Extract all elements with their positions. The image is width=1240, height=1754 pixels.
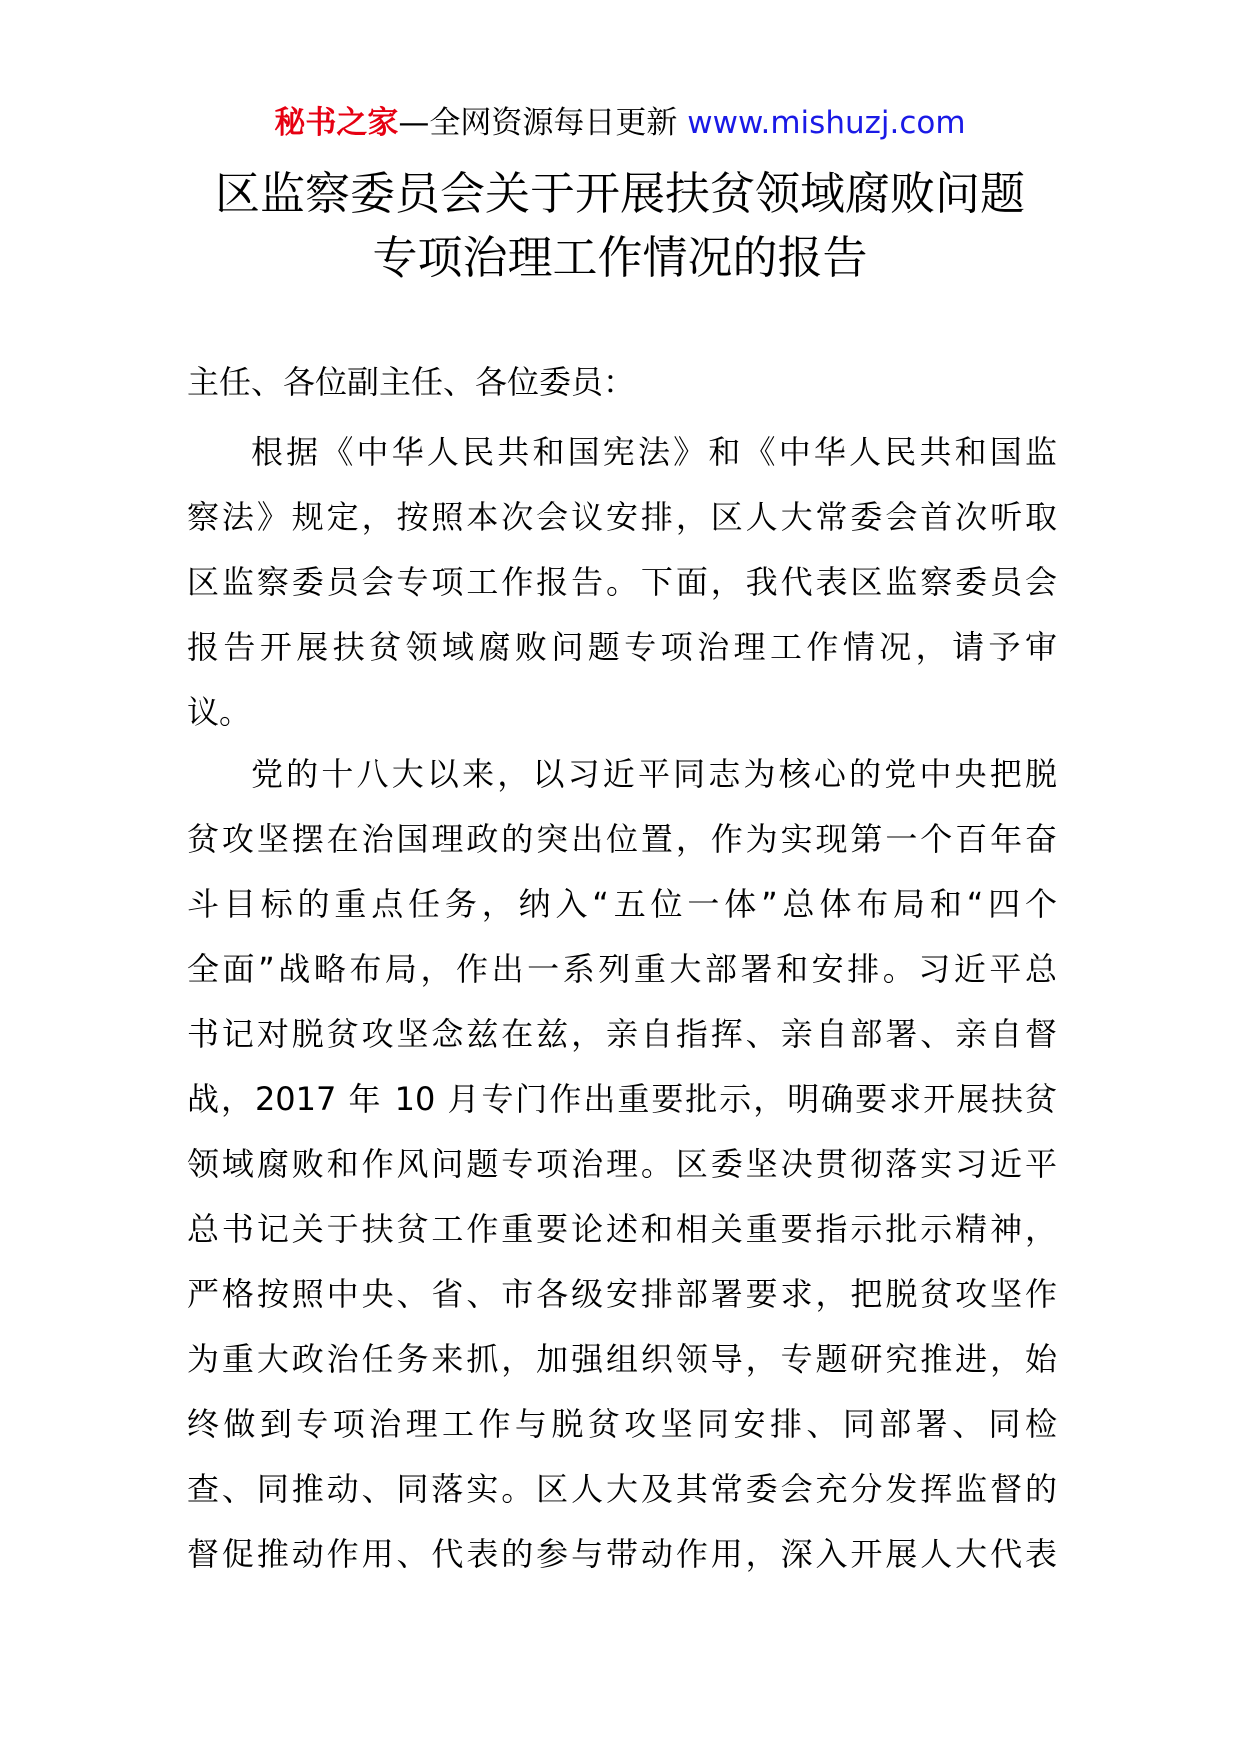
paragraph-line: 议。 — [187, 693, 252, 731]
paragraph-line: 斗目标的重点任务，纳入“五位一体”总体布局和“四个 — [187, 885, 1057, 923]
document-title — [0, 162, 1240, 290]
paragraph-line: 根据《中华人民共和国宪法》和《中华人民共和国监 — [251, 433, 1057, 471]
paragraph-line: 察法》规定，按照本次会议安排，区人大常委会首次听取 — [187, 498, 1057, 536]
paragraph-line: 全面”战略布局，作出一系列重大部署和安排。习近平总 — [187, 950, 1057, 988]
paragraph-line: 贫攻坚摆在治国理政的突出位置，作为实现第一个百年奋 — [187, 820, 1057, 858]
brand-name: 秘书之家 — [274, 105, 399, 141]
paragraph-line: 区监察委员会专项工作报告。下面，我代表区监察委员会 — [187, 563, 1057, 601]
paragraph-line: 为重大政治任务来抓，加强组织领导，专题研究推进，始 — [187, 1340, 1057, 1378]
site-url-link[interactable]: www.mishuzj.com — [687, 105, 966, 141]
title-line-2: 专项治理工作情况的报告 — [372, 231, 868, 284]
paragraph-1 — [187, 420, 1057, 745]
paragraph-line: 总书记关于扶贫工作重要论述和相关重要指示批示精神， — [187, 1210, 1057, 1248]
paragraph-line: 书记对脱贫攻坚念兹在兹，亲自指挥、亲自部署、亲自督 — [187, 1015, 1057, 1053]
header-slogan: —全网资源每日更新 — [398, 105, 678, 141]
paragraph-line: 战，2017 年 10 月专门作出重要批示，明确要求开展扶贫 — [187, 1080, 1057, 1118]
site-header — [0, 101, 1240, 145]
salutation: 主任、各位副主任、各位委员： — [187, 363, 636, 401]
paragraph-line: 领域腐败和作风问题专项治理。区委坚决贯彻落实习近平 — [187, 1145, 1057, 1183]
paragraph-line: 终做到专项治理工作与脱贫攻坚同安排、同部署、同检 — [187, 1405, 1057, 1443]
paragraph-line: 严格按照中央、省、市各级安排部署要求，把脱贫攻坚作 — [187, 1275, 1057, 1313]
paragraph-line: 督促推动作用、代表的参与带动作用，深入开展人大代表 — [187, 1535, 1057, 1573]
paragraph-line: 报告开展扶贫领域腐败问题专项治理工作情况，请予审 — [187, 628, 1057, 666]
paragraph-line: 党的十八大以来，以习近平同志为核心的党中央把脱 — [251, 755, 1057, 793]
paragraph-2 — [187, 742, 1057, 1587]
paragraph-line: 查、同推动、同落实。区人大及其常委会充分发挥监督的 — [187, 1470, 1057, 1508]
title-line-1: 区监察委员会关于开展扶贫领域腐败问题 — [214, 167, 1025, 220]
